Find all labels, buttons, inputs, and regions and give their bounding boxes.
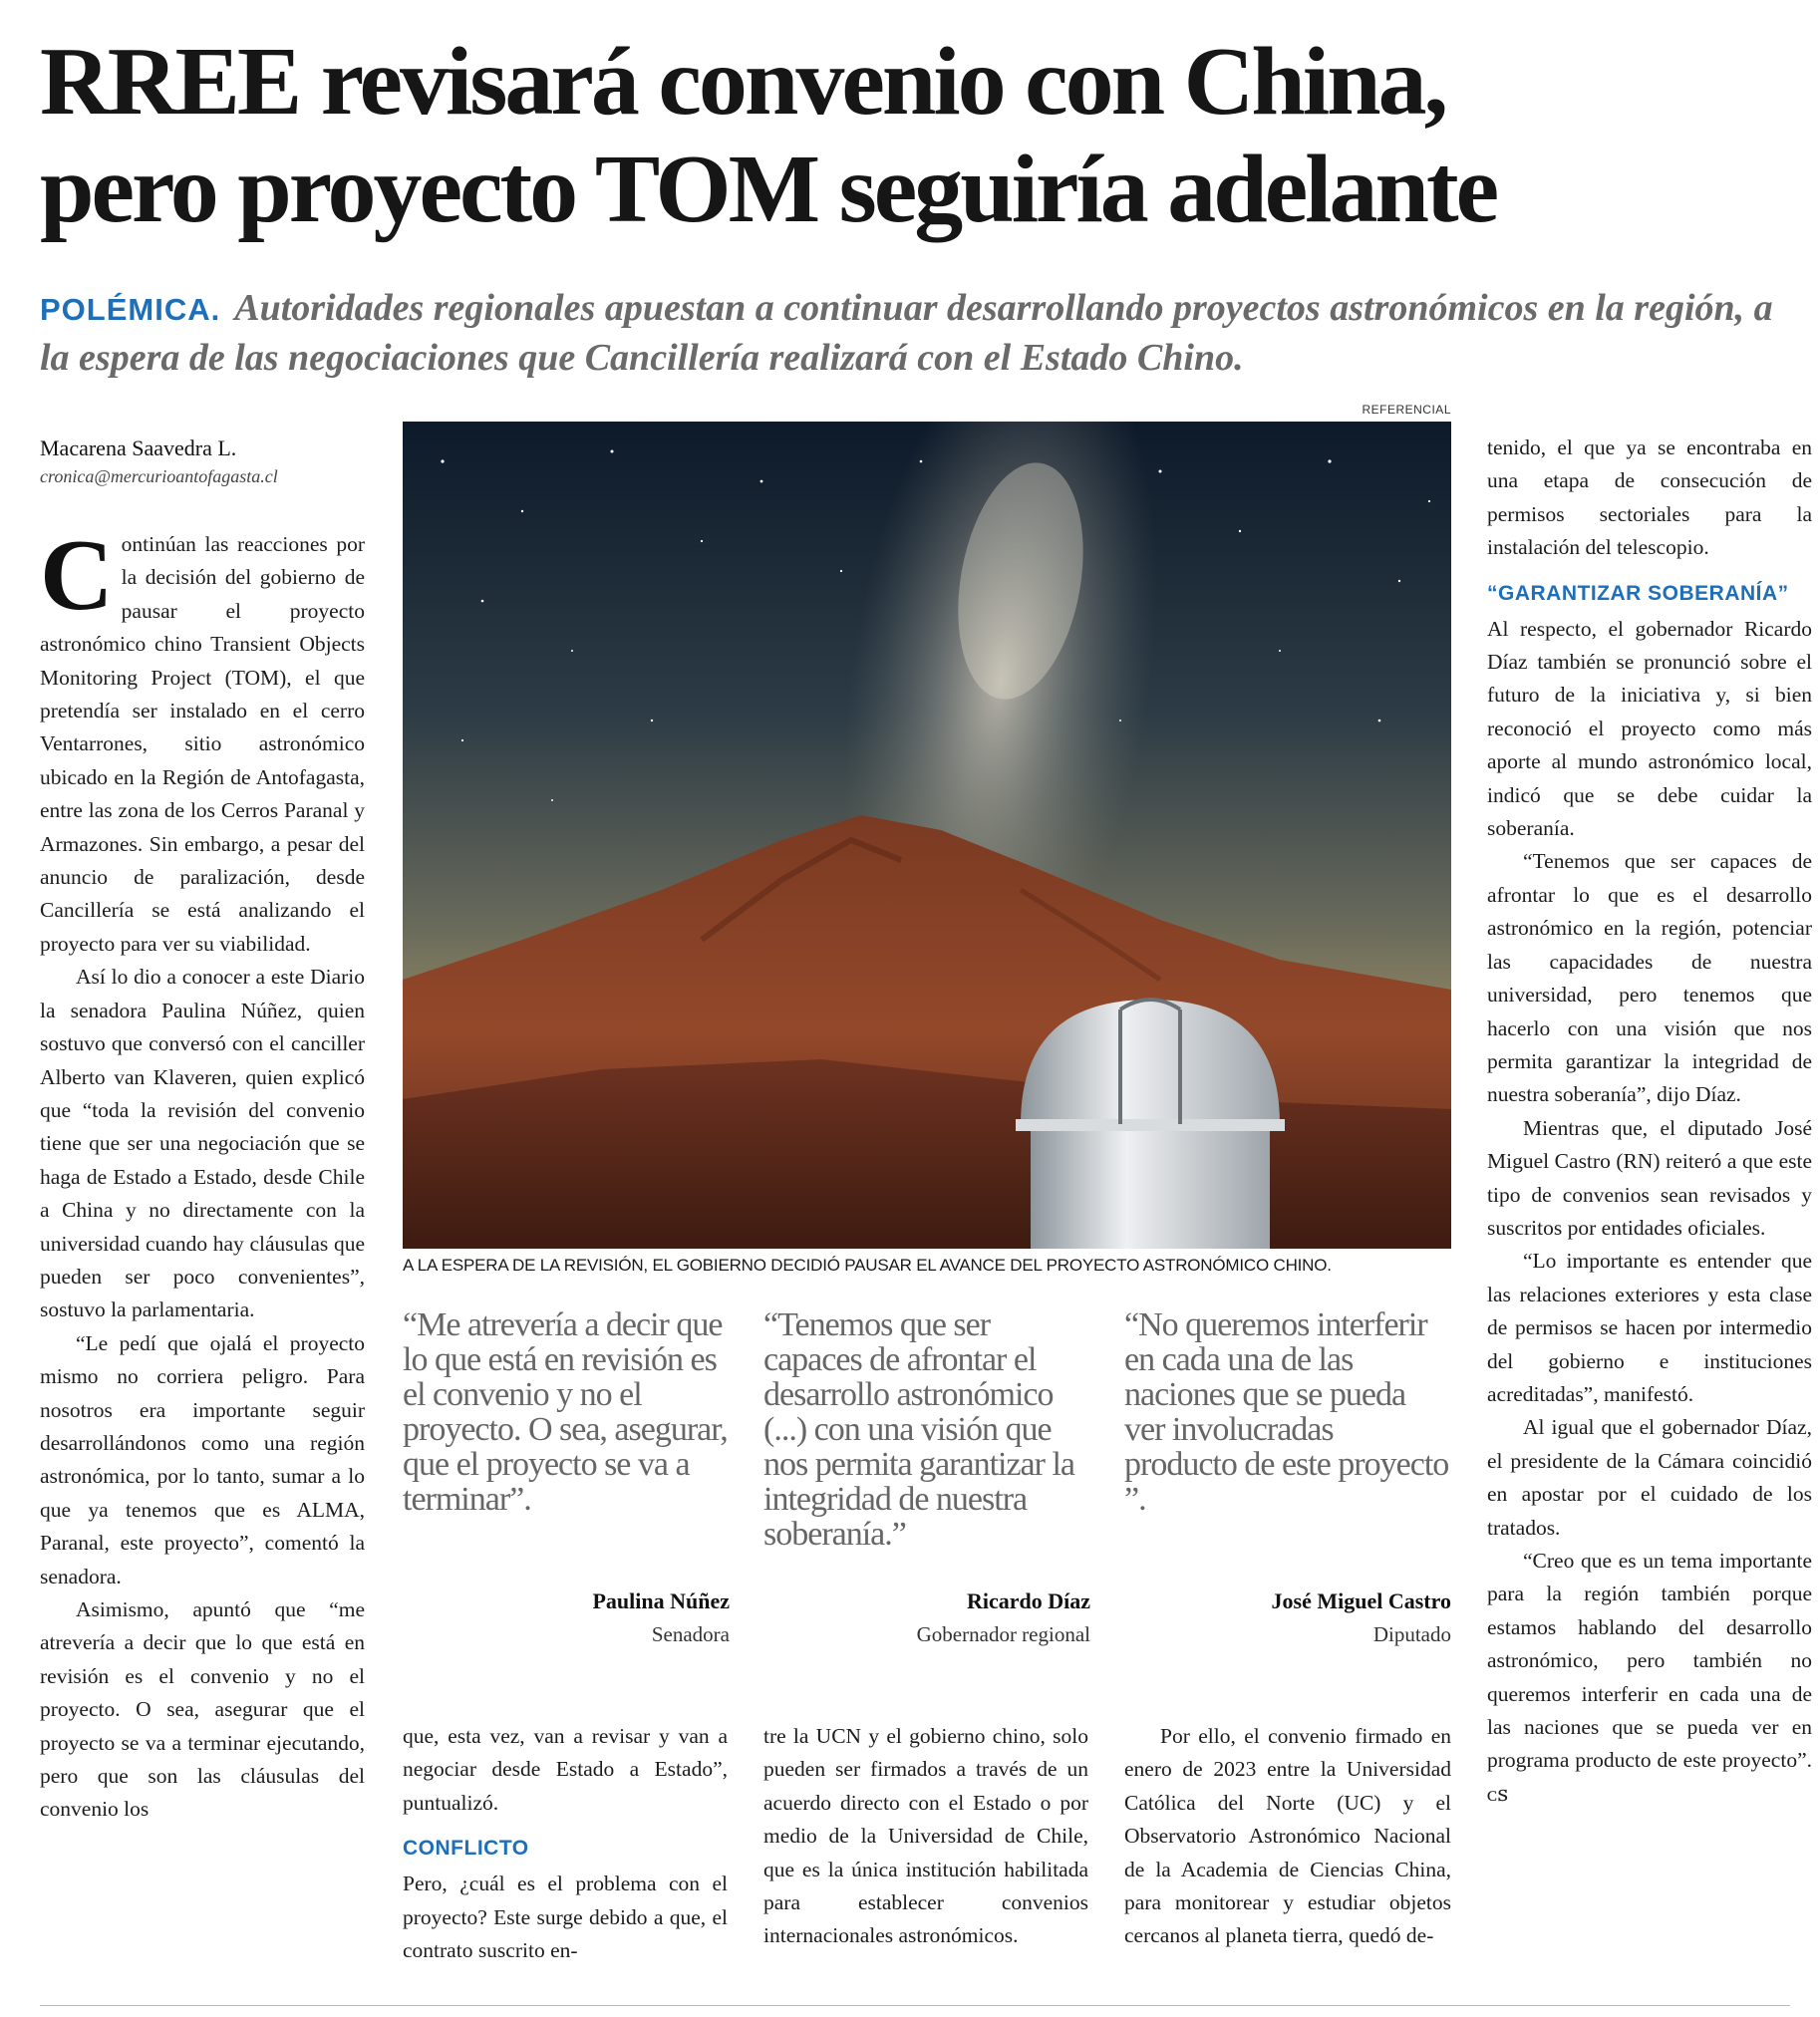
paragraph <box>1487 1545 1812 1811</box>
paragraph: Así lo dio a conocer a este Diario la senadora Paulina Núñez, quien sostuvo que conversó con el canciller Alberto van Klaveren, quien explicó que “toda la revisión del convenio tiene que ser una negociación que se haga de Estado a Estado, desde Chile a China y no directamente con la universidad cuando hay cláusulas que pueden ser poco convenientes”, sostuvo la parlamentaria. <box>40 965 365 1322</box>
quote-text: “Me atrevería a decir que lo que está en revisión es el convenio y no el proyecto. O sea, asegurar, que el proyecto se va a terminar”. <box>403 1306 728 1518</box>
deck <box>40 284 1804 382</box>
subhead: CONFLICTO <box>403 1837 529 1861</box>
paragraph: Asimismo, apuntó que “me atrevería a decir que lo que está en revisión es el convenio y no el proyecto. O sea, asegurar que el proyecto se va a terminar ejecutando, pero que son las cláusulas del convenio los <box>40 1597 365 1822</box>
headline-line-1: RREE revisará convenio con China, <box>40 28 1446 136</box>
paragraph: “Lo importante es entender que las relaciones exteriores y esta clase de permisos se hacen por intermedio del gobierno e instituciones acreditadas”, manifestó. <box>1487 1249 1812 1406</box>
photo-caption: A LA ESPERA DE LA REVISIÓN, EL GOBIERNO DECIDIÓ PAUSAR EL AVANCE DEL PROYECTO ASTRONÓMICO CHINO. <box>403 1256 1332 1275</box>
paragraph: “Tenemos que ser capaces de afrontar lo que es el desarrollo astronómico en la región, potenciar las capacidades de nuestra universidad, pero tenemos que hacerlo con una visión que nos permita garantizar la integridad de nuestra soberanía”, dijo Díaz. <box>1487 849 1812 1107</box>
paragraph: Al respecto, el gobernador Ricardo Díaz también se pronunció sobre el futuro de la iniciativa y, si bien reconoció el proyecto como más aporte al mundo astronómico local, indicó que se debe cuidar la soberanía. <box>1487 616 1812 841</box>
paragraph <box>40 519 365 961</box>
article-column-3 <box>763 1720 1088 1953</box>
paragraph-text: ontinúan las reacciones por la decisión del gobierno de pausar el proyecto astronómico chino Transient Objects Monitoring Project (TOM), el que pretendía ser instalado en el cerro Ventarrones, sitio astronómico ubicado en la Región de Antofagasta, entre las zona de los Cerros Paranal y Armazones. Sin embargo, a pesar del anuncio de paralización, desde Cancillería se está analizando el proyecto para ver su viabilidad. <box>40 532 365 956</box>
headline <box>40 28 1794 243</box>
paragraph: “Le pedí que ojalá el proyecto mismo no corriera peligro. Para nosotros era importante seguir desarrollándonos como una región astronómica, por lo tanto, sumar a lo que ya tenemos que es ALMA, Paranal, este proyecto”, comentó la senadora. <box>40 1330 365 1588</box>
quote-role: Senadora <box>651 1622 730 1646</box>
deck-text: Autoridades regionales apuestan a continuar desarrollando proyectos astronómicos en la región, a la espera de las negociaciones que Cancillería realizará con el Estado Chino. <box>40 287 1773 379</box>
paragraph: que, esta vez, van a revisar y van a negociar desde Estado a Estado”, puntualizó. <box>403 1724 728 1815</box>
byline <box>40 433 278 489</box>
quote-author: Ricardo Díaz <box>966 1588 1090 1613</box>
observatory-photo <box>403 422 1451 1249</box>
paragraph: Al igual que el gobernador Díaz, el presidente de la Cámara coincidió en apostar por el cuidado de los tratados. <box>1487 1415 1812 1540</box>
deck-kicker: POLÉMICA. <box>40 292 221 327</box>
footer-rule <box>40 2005 1790 2006</box>
quote-author: José Miguel Castro <box>1271 1588 1451 1613</box>
pull-quote <box>763 1306 1090 1646</box>
paragraph: Pero, ¿cuál es el problema con el proyecto? Este surge debido a que, el contrato suscrito en- <box>403 1872 728 1963</box>
article-column-5 <box>1487 432 1812 1811</box>
article-column-1 <box>40 519 365 1827</box>
quote-role: Diputado <box>1372 1622 1451 1646</box>
photo-credit: REFERENCIAL <box>1362 403 1451 417</box>
paragraph: Por ello, el convenio firmado en enero de 2023 entre la Universidad Católica del Norte (UC) y el Observatorio Astronómico Nacional de la Academia de Ciencias China, para monitorear y estudiar objetos cercanos al planeta tierra, quedó de- <box>1124 1724 1451 1948</box>
paragraph-text: “Creo que es un tema importante para la región también porque estamos hablando del desarrollo astronómico, pero también no queremos interferir en cada una de las naciones que se pueda ver en programa producto de este proyecto”. <box>1487 1549 1812 1773</box>
paragraph: tre la UCN y el gobierno chino, solo pueden ser firmados a través de un acuerdo directo con el Estado o por medio de la Universidad de Chile, que es la única institución habilitada para establecer convenios internacionales astronómicos. <box>763 1724 1088 1948</box>
byline-author: Macarena Saavedra L. <box>40 435 237 460</box>
article-column-4 <box>1124 1720 1451 1953</box>
paragraph: tenido, el que ya se encontraba en una etapa de consecución de permisos sectoriales para la instalación del telescopio. <box>1487 435 1812 560</box>
byline-email: cronica@mercurioantofagasta.cl <box>40 466 278 486</box>
headline-line-2: pero proyecto TOM seguiría adelante <box>40 136 1497 243</box>
end-mark-icon: ᴄꜱ <box>1487 1781 1509 1806</box>
pull-quote <box>1124 1306 1451 1646</box>
drop-cap: C <box>40 519 114 632</box>
quote-text: “Tenemos que ser capaces de afrontar el desarrollo astronómico (...) con una visión que nos permita garantizar la integridad de nuestra soberanía.” <box>763 1306 1075 1553</box>
paragraph: Mientras que, el diputado José Miguel Castro (RN) reiteró a que este tipo de convenios sean revisados y suscritos por entidades oficiales. <box>1487 1115 1812 1240</box>
article-column-2 <box>403 1720 728 1967</box>
quote-text: “No queremos interferir en cada una de las naciones que se pueda ver involucradas producto de este proyecto ”. <box>1124 1306 1449 1518</box>
subhead: “GARANTIZAR SOBERANÍA” <box>1487 581 1789 605</box>
pull-quote <box>403 1306 730 1646</box>
quote-role: Gobernador regional <box>916 1622 1090 1646</box>
quote-author: Paulina Núñez <box>592 1588 730 1613</box>
